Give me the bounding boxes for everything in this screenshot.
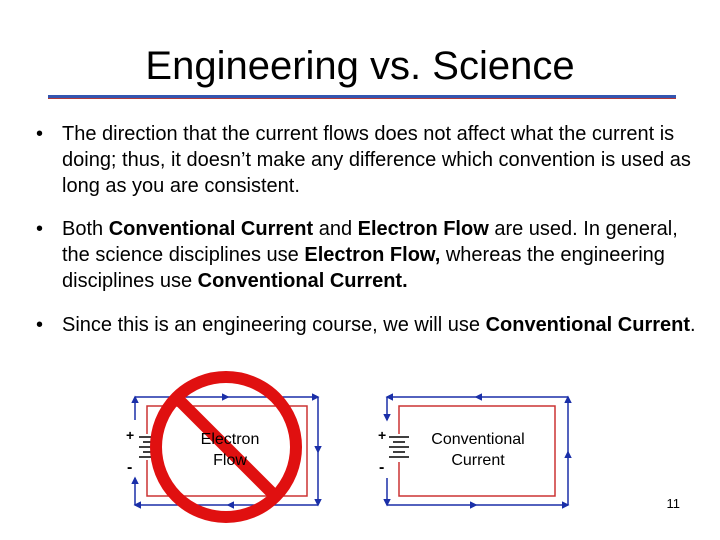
bullet-item [36, 312, 701, 338]
text-run: . [690, 314, 696, 336]
text-run: are used. In general, the science disciplines use [62, 218, 678, 266]
minus-sign: - [127, 459, 133, 476]
conventional-current-label [418, 429, 538, 471]
bold-term: Conventional Current. [197, 270, 408, 292]
text-run: whereas the engineering disciplines use [62, 244, 665, 292]
label-line: Flow [213, 452, 247, 469]
bullet-text [62, 312, 701, 338]
minus-sign: - [379, 459, 385, 476]
bold-term: Electron Flow [357, 218, 489, 240]
label-line: Current [451, 452, 505, 469]
bold-term: Conventional Current [485, 314, 691, 336]
bullet-item [36, 216, 701, 294]
plus-sign: + [126, 427, 135, 443]
title-underline-accent [48, 98, 676, 99]
text-run: and [313, 218, 358, 240]
plus-sign: + [378, 427, 387, 443]
text-run: The direction that the current flows does not affect what the current is doing; thus, it doesn’t make any difference which convention is used as long as you are consistent. [62, 123, 691, 197]
text-run: Since this is an engineering course, we will use [62, 314, 486, 336]
bullet-dot: • [36, 123, 44, 145]
label-line: Conventional [431, 431, 525, 448]
circuit-diagrams [0, 360, 720, 540]
bullet-text [62, 216, 701, 294]
bullet-item [36, 121, 701, 199]
bold-term: Conventional Current [108, 218, 314, 240]
text-run: Both [62, 218, 109, 240]
bullet-dot: • [36, 314, 44, 336]
page-number: 11 [666, 496, 680, 511]
label-line: Electron [200, 431, 260, 448]
battery-icon [389, 434, 409, 462]
bullet-text [62, 121, 701, 199]
slide-title: Engineering vs. Science [145, 44, 575, 88]
electron-flow-label [180, 429, 280, 471]
bullet-dot: • [36, 218, 44, 240]
bold-term: Electron Flow, [304, 244, 441, 266]
